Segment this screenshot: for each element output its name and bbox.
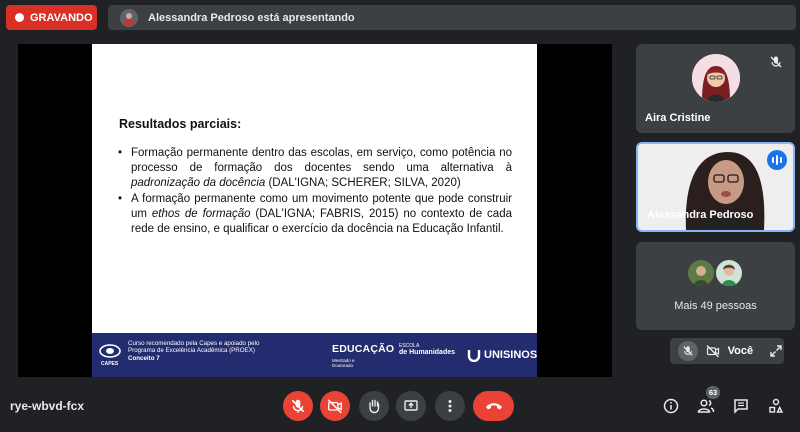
participant-name: Aira Cristine xyxy=(645,112,711,124)
mic-off-icon xyxy=(290,398,306,414)
people-count-badge: 63 xyxy=(706,386,720,399)
people-icon xyxy=(697,398,715,414)
raise-hand-icon xyxy=(366,398,382,414)
info-icon xyxy=(663,398,679,414)
presenter-text: Alessandra Pedroso está apresentando xyxy=(148,11,355,24)
mic-toggle-button[interactable] xyxy=(283,391,313,421)
activities-icon xyxy=(768,398,784,414)
meeting-details-button[interactable] xyxy=(661,396,681,416)
slide-bullets xyxy=(118,146,512,238)
record-dot-icon xyxy=(15,13,24,22)
slide-title: Resultados parciais: xyxy=(119,117,242,131)
end-call-icon xyxy=(484,400,504,412)
camera-off-icon xyxy=(327,398,343,414)
slide xyxy=(92,44,537,377)
presentation-stage[interactable] xyxy=(18,44,612,377)
participant-tile[interactable] xyxy=(636,44,795,133)
avatar xyxy=(686,258,716,288)
camera-toggle-button[interactable] xyxy=(320,391,350,421)
more-participants-label: Mais 49 pessoas xyxy=(674,300,757,312)
avatar xyxy=(692,54,740,102)
slide-bullet: • Formação permanente dentro das escolas, em serviço, como potência no processo de formação dos docentes sendo uma alternativa à padronização da docência (DAL'IGNA; SCHERER; SILVA, 2020) xyxy=(118,146,512,191)
people-button[interactable] xyxy=(696,396,716,416)
escola-logo: ESCOLA de Humanidades xyxy=(399,343,456,356)
educacao-sub: Mestrado e Doutorado xyxy=(332,358,355,368)
self-view-bar[interactable] xyxy=(670,338,784,364)
presenter-avatar xyxy=(120,9,138,27)
avatar xyxy=(714,258,744,288)
participant-name: Alessandra Pedroso xyxy=(647,209,754,221)
mic-off-icon xyxy=(766,52,786,72)
self-label: Você xyxy=(727,345,754,357)
meeting-code: rye-wbvd-fcx xyxy=(10,399,85,413)
presenter-bar xyxy=(108,5,796,30)
more-participants-tile[interactable] xyxy=(636,242,795,330)
more-options-button[interactable] xyxy=(435,391,465,421)
chat-icon xyxy=(733,398,749,414)
footer-text: Curso recomendado pela Capes e apoiado pelo Programa de Excelência Acadêmica (PROEX) Conceito 7 xyxy=(128,340,260,362)
slide-bullet: • A formação permanente como um movimento potente que pode construir um ethos de formação (DAL'IGNA; FABRIS, 2015) no contexto de cada rede de ensino, e qualificar o exercício da docência na Educação Infantil. xyxy=(118,192,512,237)
participant-tile-active[interactable] xyxy=(636,142,795,232)
speaking-icon xyxy=(767,150,787,170)
educacao-logo: EDUCAÇÃO xyxy=(332,343,395,355)
unisinos-mark-icon xyxy=(467,348,481,362)
mic-off-icon[interactable] xyxy=(678,341,698,361)
raise-hand-button[interactable] xyxy=(359,391,389,421)
avatar-stack xyxy=(686,258,744,288)
recording-label: GRAVANDO xyxy=(30,11,93,24)
camera-off-icon[interactable] xyxy=(705,343,721,359)
unisinos-logo: UNISINOS xyxy=(467,348,537,362)
present-icon xyxy=(403,398,419,414)
slide-footer xyxy=(92,333,537,377)
fullscreen-icon[interactable] xyxy=(768,343,784,359)
present-now-button[interactable] xyxy=(396,391,426,421)
activities-button[interactable] xyxy=(766,396,786,416)
recording-indicator[interactable] xyxy=(6,5,97,30)
end-call-button[interactable] xyxy=(473,391,514,421)
chat-button[interactable] xyxy=(731,396,751,416)
capes-label: CAPES xyxy=(101,361,119,367)
more-options-icon xyxy=(442,398,458,414)
